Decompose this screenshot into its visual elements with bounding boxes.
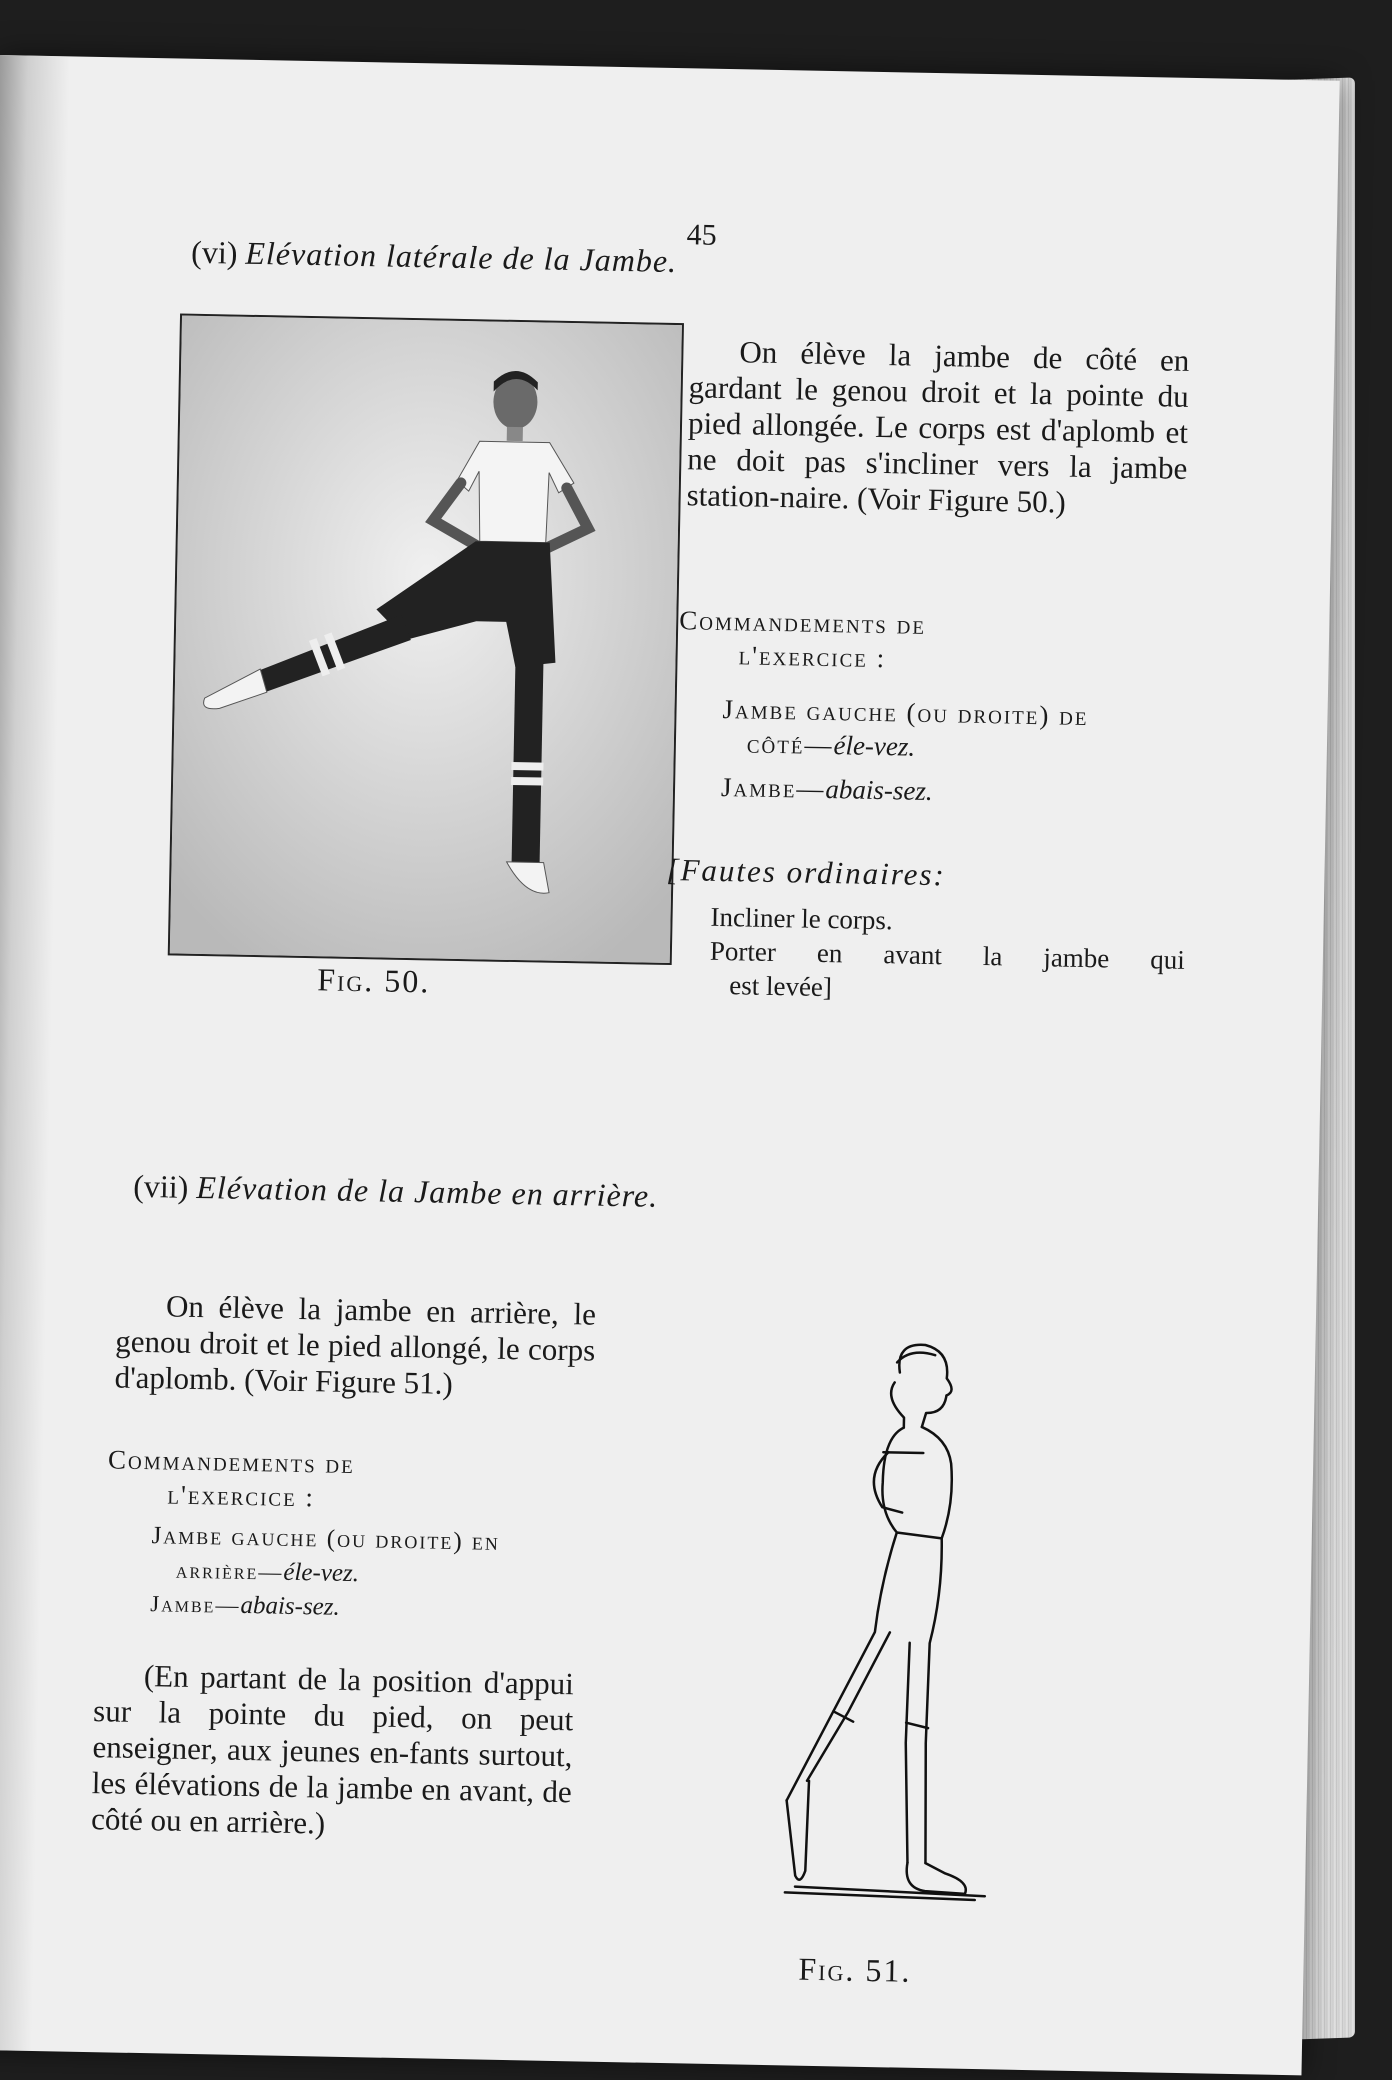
- section-vii-commands-heading-2: l'exercice :: [167, 1479, 316, 1513]
- section-vii-heading: [133, 1168, 659, 1215]
- section-vii-command-2-order: abais-sez.: [240, 1591, 341, 1621]
- section-vi-description: [686, 333, 1189, 523]
- section-vi-fault-1: Incliner le corps.: [710, 901, 894, 936]
- page-number: 45: [686, 218, 717, 252]
- section-vii-note-text: (En partant de la position d'appui sur la pointe du pied, on peut enseigner, aux jeunes en-fants surtout, les élévations de la jambe en avant, de côté ou en arrière.): [90, 1658, 575, 1841]
- section-vi-description-text: On élève la jambe de côté en gardant le genou droit et la pointe du pied allongée. Le corps est d'aplomb et ne doit pas s'incliner vers la jambe station-naire. (Voir Figure 50.): [686, 334, 1190, 520]
- section-vi-fault-2-line-1: Porter en avant la jambe qui: [709, 935, 1186, 975]
- section-vi-faults-heading: [Fautes ordinaires:: [666, 851, 947, 893]
- section-vii-command-1-prefix: arrière—: [175, 1557, 284, 1585]
- figure-51-drawing: [724, 1339, 1055, 1945]
- section-vi-commands-heading-1: Commandements de: [678, 605, 927, 640]
- section-vi-fault-2-line-2: est levée]: [728, 970, 833, 1003]
- side-leg-raise-photo-illustration: [170, 316, 682, 963]
- section-vi-command-2-prefix: Jambe—: [720, 771, 826, 804]
- section-vi-commands: [676, 603, 1200, 813]
- section-vii-command-2-prefix: Jambe—: [150, 1591, 241, 1618]
- section-vi-heading: [191, 234, 678, 280]
- section-vii-commands: [105, 1442, 588, 1629]
- section-vi-faults: [664, 853, 1187, 1011]
- section-vi-numeral: (vi): [190, 233, 238, 271]
- figure-50-photo: [168, 314, 684, 966]
- spine-shadow: [0, 55, 70, 2051]
- figure-50-caption: Fig. 50.: [316, 961, 431, 1000]
- section-vi-command-2-order: abais-sez.: [825, 773, 933, 807]
- section-vii-description-text: On élève la jambe en arrière, le genou droit et le pied allongé, le corps d'aplomb. (Voir Figure 51.): [114, 1288, 597, 1401]
- section-vii-description: [114, 1287, 596, 1404]
- section-vi-command-2: [676, 769, 1197, 813]
- section-vi-command-1-prefix: côté—: [746, 728, 834, 761]
- section-vii-command-1-order: éle-vez.: [283, 1558, 360, 1588]
- section-vi-commands-heading-2: l'exercice :: [738, 640, 887, 674]
- section-vii-commands-heading-1: Commandements de: [107, 1444, 356, 1480]
- section-vi-command-1-order: éle-vez.: [833, 730, 916, 762]
- backward-leg-raise-line-drawing: [724, 1339, 1055, 1945]
- figure-51-caption: Fig. 51.: [798, 1950, 912, 1989]
- section-vii-command-1-line-1: Jambe gauche (ou droite) en: [151, 1522, 501, 1556]
- section-vii-note: [91, 1657, 574, 1846]
- section-vi-title: Elévation latérale de la Jambe.: [245, 234, 678, 280]
- book-page: [0, 55, 1340, 2075]
- section-vii-numeral: (vii): [132, 1167, 189, 1205]
- section-vii-title: Elévation de la Jambe en arrière.: [196, 1168, 659, 1214]
- section-vi-command-1-line-1: Jambe gauche (ou droite) de: [722, 693, 1089, 732]
